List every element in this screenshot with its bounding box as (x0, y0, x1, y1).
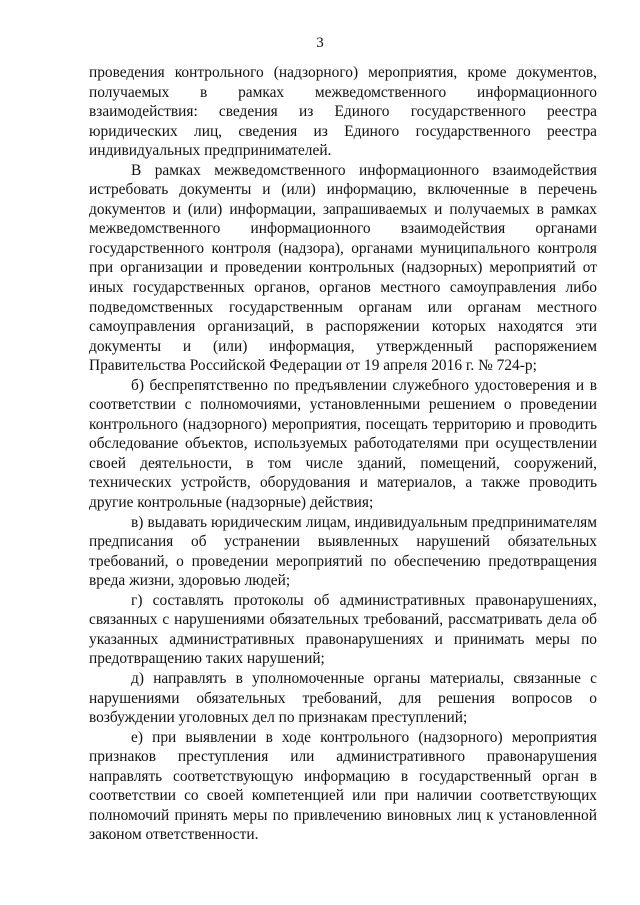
page-number: 3 (316, 35, 324, 51)
paragraph-continuation: проведения контрольного (надзорного) мероприятия, кроме документов, получаемых в рамках межведомственного информационного взаимодействия: сведения из Единого государственного реестра юридических лиц, сведения из Единого государственного реестра индивидуальных предпринимателей. (89, 64, 597, 160)
document-body (89, 63, 597, 845)
paragraph-item-g: г) составлять протоколы об административных правонарушениях, связанных с нарушениями обязательных требований, рассматривать дела об указанных административных правонарушениях и принимать меры по предотвращению таких нарушений; (89, 591, 597, 668)
paragraph-item-e: е) при выявлении в ходе контрольного (надзорного) мероприятия признаков преступления или административного правонарушения направлять соответствующую информацию в государственный орган в соответствии со своей компетенцией или при наличии соответствующих полномочий принять меры по привлечению виновных лиц к установленной законом ответственности. (89, 728, 597, 844)
paragraph-item-v: в) выдавать юридическим лицам, индивидуальным предпринимателям предписания об устранении выявленных нарушений обязательных требований, о проведении мероприятий по обеспечению предотвращения вреда жизни, здоровью людей; (89, 513, 597, 590)
paragraph-item-d: д) направлять в уполномоченные органы материалы, связанные с нарушениями обязательных требований, для решения вопросов о возбуждении уголовных дел по признакам преступлений; (89, 669, 597, 727)
paragraph-interagency-request: В рамках межведомственного информационного взаимодействия истребовать документы и (или) информацию, включенные в перечень документов и (или) информации, запрашиваемых и получаемых в рамках межведомственного информационного взаимодействия органами государственного контроля (надзора), органами муниципального контроля при организации и проведении контрольных (надзорных) мероприятий от иных государственных органов, органов местного самоуправления либо подведомственных государственным органам или органам местного самоуправления организаций, в распоряжении которых находятся эти документы и (или) информация, утвержденный распоряжением Правительства Российской Федерации от 19 апреля 2016 г. № 724-р; (89, 161, 597, 375)
paragraph-item-b: б) беспрепятственно по предъявлении служебного удостоверения и в соответствии с полномочиями, установленными решением о проведении контрольного (надзорного) мероприятия, посещать территорию и проводить обследование объектов, используемых работодателями при осуществлении своей деятельности, в том числе зданий, помещений, сооружений, технических устройств, оборудования и материалов, а также проводить другие контрольные (надзорные) действия; (89, 376, 597, 512)
